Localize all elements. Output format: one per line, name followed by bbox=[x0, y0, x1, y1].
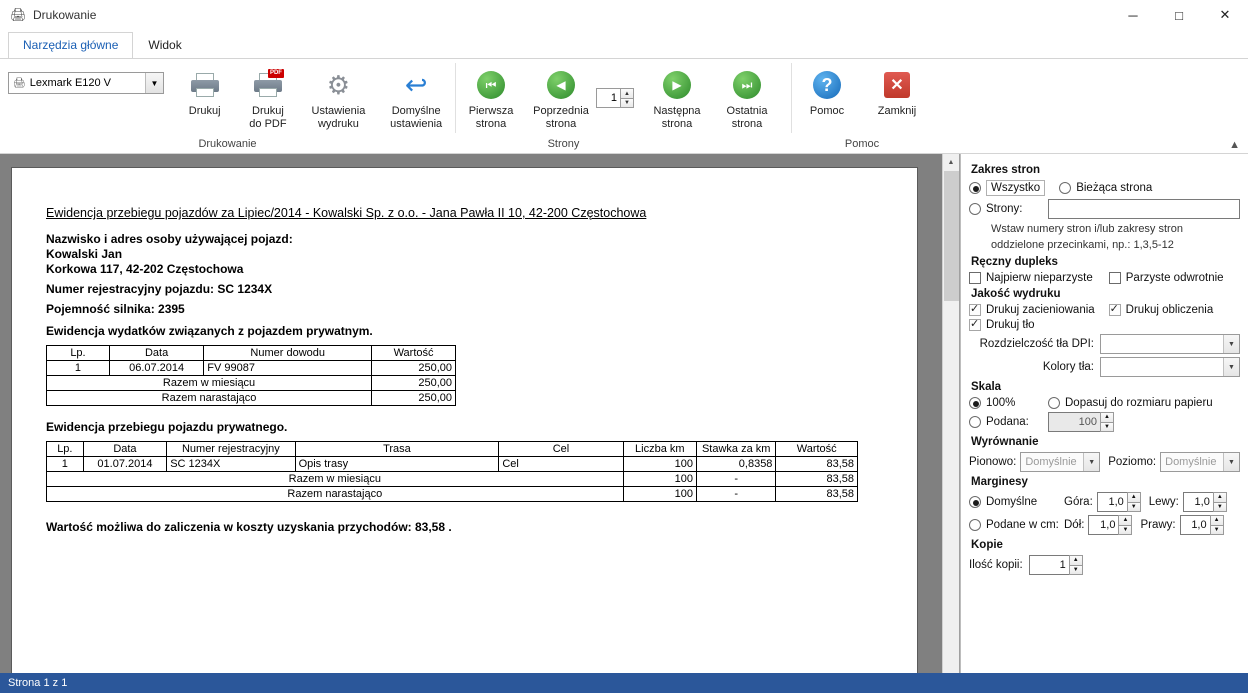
cell-numer-dowodu: FV 99087 bbox=[204, 361, 372, 376]
horizontal-align-value: Domyślnie bbox=[1165, 456, 1217, 468]
section-title-jakosc-wydruku: Jakość wydruku bbox=[971, 288, 1061, 300]
document-header: Ewidencja przebiegu pojazdów za Lipiec/2014 - Kowalski Sp. z o.o. - Jana Pawła II 10, 42-200 Częstochowa bbox=[46, 206, 647, 220]
copies-label: Ilość kopii: bbox=[969, 559, 1023, 571]
margins-row-2 bbox=[969, 515, 1240, 535]
background-colors-combo[interactable] bbox=[1100, 357, 1240, 377]
table-row bbox=[47, 457, 858, 472]
printer-select[interactable] bbox=[8, 72, 164, 94]
next-page-button[interactable] bbox=[642, 64, 712, 131]
undo-arrow-icon: ↩ bbox=[404, 70, 428, 100]
margin-top-up[interactable]: ▲ bbox=[1127, 492, 1141, 502]
chevron-down-icon[interactable]: ▼ bbox=[1083, 453, 1099, 471]
col-data: Data bbox=[83, 442, 167, 457]
vertical-align-combo[interactable] bbox=[1020, 452, 1100, 472]
radio-podana[interactable] bbox=[969, 416, 981, 428]
first-page-button[interactable] bbox=[456, 64, 526, 131]
cell-lp: 1 bbox=[47, 361, 110, 376]
tab-narzedzia-glowne[interactable]: Narzędzia główne bbox=[8, 32, 133, 59]
chevron-down-icon[interactable]: ▼ bbox=[1223, 358, 1239, 376]
horizontal-align-combo[interactable] bbox=[1160, 452, 1240, 472]
table-summary-row bbox=[47, 376, 456, 391]
quality-row-dpi bbox=[969, 334, 1240, 354]
status-bar bbox=[0, 673, 1248, 693]
cell-trasa: Opis trasy bbox=[295, 457, 499, 472]
summary-label-month: Razem w miesiącu bbox=[47, 376, 372, 391]
radio-dopasuj-label[interactable]: Dopasuj do rozmiaru papieru bbox=[1065, 397, 1213, 409]
close-button[interactable]: ✕ bbox=[1219, 7, 1231, 22]
radio-biezaca-strona[interactable] bbox=[1059, 182, 1071, 194]
checkbox-drukuj-zacieniowania-label[interactable]: Drukuj zacieniowania bbox=[986, 304, 1095, 316]
checkbox-drukuj-tlo[interactable] bbox=[969, 319, 981, 331]
radio-wszystko-label[interactable]: Wszystko bbox=[986, 180, 1045, 196]
print-to-pdf-button[interactable] bbox=[236, 64, 299, 131]
minimize-button[interactable]: ─ bbox=[1128, 7, 1138, 23]
cell-stawka-za-km: 0,8358 bbox=[696, 457, 775, 472]
vertical-align-value: Domyślnie bbox=[1025, 456, 1077, 468]
margin-bottom-spinners[interactable] bbox=[1118, 515, 1132, 535]
margins-row-1 bbox=[969, 492, 1240, 512]
align-row bbox=[969, 452, 1240, 472]
summary-value-cumulative: 250,00 bbox=[372, 391, 456, 406]
radio-marginesy-podane[interactable] bbox=[969, 519, 981, 531]
quality-row-1 bbox=[969, 304, 1240, 316]
col-wartosc: Wartość bbox=[776, 442, 858, 457]
preview-vertical-scrollbar[interactable] bbox=[942, 154, 959, 691]
cell-cel: Cel bbox=[499, 457, 623, 472]
default-settings-label-2: ustawienia bbox=[390, 118, 443, 130]
status-bar-text: Strona 1 z 1 bbox=[8, 677, 68, 689]
checkbox-drukuj-obliczenia-label[interactable]: Drukuj obliczenia bbox=[1125, 304, 1214, 316]
summary-label-cumulative: Razem narastająco bbox=[47, 487, 624, 502]
margin-bottom-down[interactable]: ▼ bbox=[1118, 525, 1132, 535]
print-settings-button[interactable] bbox=[300, 64, 378, 131]
range-row-2 bbox=[969, 199, 1240, 219]
col-stawka-za-km: Stawka za km bbox=[696, 442, 775, 457]
printer-icon: 🖨 bbox=[10, 7, 27, 22]
col-wartosc: Wartość bbox=[372, 346, 456, 361]
first-page-label-2: strona bbox=[475, 118, 507, 130]
window-title: Drukowanie bbox=[33, 8, 97, 22]
margin-bottom-input[interactable]: 1,0 bbox=[1088, 515, 1118, 535]
previous-page-label-2: strona bbox=[545, 118, 577, 130]
horizontal-align-label: Poziomo: bbox=[1108, 456, 1157, 468]
cell-data: 06.07.2014 bbox=[109, 361, 203, 376]
vertical-align-label: Pionowo: bbox=[969, 456, 1017, 468]
margin-right-spinners[interactable] bbox=[1210, 515, 1224, 535]
first-page-icon: ⏮ bbox=[477, 68, 505, 102]
page-number-up[interactable]: ▲ bbox=[620, 88, 634, 98]
preview-page bbox=[12, 168, 917, 688]
owner-name: Kowalski Jan bbox=[46, 247, 123, 261]
radio-marginesy-domyslne[interactable] bbox=[969, 496, 981, 508]
background-colors-label: Kolory tła: bbox=[1042, 361, 1094, 373]
col-lp: Lp. bbox=[47, 346, 110, 361]
cell-wartosc: 83,58 bbox=[776, 457, 858, 472]
tab-widok[interactable]: Widok bbox=[148, 38, 182, 52]
copies-spinners[interactable] bbox=[1069, 555, 1083, 575]
col-numer-dowodu: Numer dowodu bbox=[204, 346, 372, 361]
margin-right-up[interactable]: ▲ bbox=[1210, 515, 1224, 525]
chevron-down-icon[interactable]: ▼ bbox=[145, 73, 163, 93]
table-row bbox=[47, 361, 456, 376]
range-hint-line-1: Wstaw numery stron i/lub zakresy stron bbox=[991, 223, 1183, 235]
col-data: Data bbox=[109, 346, 203, 361]
page-number-spinners[interactable] bbox=[620, 88, 634, 108]
pages-input[interactable] bbox=[1048, 199, 1240, 219]
next-page-label-2: strona bbox=[661, 118, 693, 130]
summary-value-cumulative: 83,58 bbox=[776, 487, 858, 502]
section-title-zakres-stron: Zakres stron bbox=[971, 164, 1041, 176]
col-numer-rejestracyjny: Numer rejestracyjny bbox=[167, 442, 295, 457]
margin-right-down[interactable]: ▼ bbox=[1210, 525, 1224, 535]
last-page-icon: ⏭ bbox=[733, 68, 761, 102]
radio-marginesy-domyslne-label[interactable]: Domyślne bbox=[986, 496, 1038, 508]
copies-up[interactable]: ▲ bbox=[1069, 555, 1083, 565]
summary-rate-cumulative: - bbox=[696, 487, 775, 502]
dpi-combo[interactable] bbox=[1100, 334, 1240, 354]
cell-liczba-km: 100 bbox=[623, 457, 696, 472]
dpi-label: Rozdzielczość tła DPI: bbox=[979, 338, 1094, 350]
margin-right-input[interactable]: 1,0 bbox=[1180, 515, 1210, 535]
main-area bbox=[0, 154, 1248, 691]
table-summary-row bbox=[47, 487, 858, 502]
col-trasa: Trasa bbox=[295, 442, 499, 457]
print-button[interactable] bbox=[173, 64, 236, 118]
scale-row-2 bbox=[969, 412, 1240, 432]
quality-row-colors bbox=[969, 357, 1240, 377]
owner-label: Nazwisko i adres osoby używającej pojazd: bbox=[46, 232, 293, 246]
margin-top-down[interactable]: ▼ bbox=[1127, 502, 1141, 512]
cell-data: 01.07.2014 bbox=[83, 457, 167, 472]
pdf-badge: PDF bbox=[269, 70, 282, 76]
ribbon-group-strony bbox=[456, 59, 791, 153]
printer-icon bbox=[190, 68, 220, 102]
previous-page-label-1: Poprzednia bbox=[533, 105, 589, 117]
checkbox-drukuj-tlo-label[interactable]: Drukuj tło bbox=[986, 319, 1035, 331]
default-settings-button[interactable] bbox=[377, 64, 455, 131]
next-page-label-1: Następna bbox=[653, 105, 701, 117]
checkbox-najpierw-nieparzyste-label[interactable]: Najpierw nieparzyste bbox=[986, 272, 1093, 284]
print-button-label: Drukuj bbox=[188, 105, 221, 117]
margin-left-up[interactable]: ▲ bbox=[1213, 492, 1227, 502]
document-footer: Wartość możliwa do zaliczenia w koszty uzyskania przychodów: 83,58 . bbox=[46, 520, 452, 534]
owner-address: Korkowa 117, 42-202 Częstochowa bbox=[46, 262, 244, 276]
summary-label-month: Razem w miesiącu bbox=[47, 472, 624, 487]
engine-capacity: Pojemność silnika: 2395 bbox=[46, 302, 185, 316]
summary-km-cumulative: 100 bbox=[623, 487, 696, 502]
margin-left-down[interactable]: ▼ bbox=[1213, 502, 1227, 512]
print-settings-label-1: Ustawienia bbox=[311, 105, 366, 117]
radio-strony-label[interactable]: Strony: bbox=[986, 203, 1023, 215]
table-header-row bbox=[47, 442, 858, 457]
section-title-skala: Skala bbox=[971, 381, 1002, 393]
previous-page-icon: ◀ bbox=[547, 68, 575, 102]
close-icon: ✕ bbox=[884, 68, 910, 102]
radio-marginesy-podane-label[interactable]: Podane w cm: bbox=[986, 519, 1059, 531]
col-cel: Cel bbox=[499, 442, 623, 457]
checkbox-drukuj-obliczenia[interactable] bbox=[1109, 304, 1121, 316]
margin-bottom-stepper[interactable] bbox=[1088, 515, 1132, 535]
trips-title: Ewidencja przebiegu pojazdu prywatnego. bbox=[46, 420, 288, 434]
summary-value-month: 250,00 bbox=[372, 376, 456, 391]
copies-down[interactable]: ▼ bbox=[1069, 565, 1083, 575]
checkbox-najpierw-nieparzyste[interactable] bbox=[969, 272, 981, 284]
printer-select-value: Lexmark E120 V bbox=[29, 77, 112, 89]
scale-row-1 bbox=[969, 397, 1240, 409]
ribbon-group-label-drukowanie: Drukowanie bbox=[198, 138, 257, 150]
close-ribbon-button[interactable] bbox=[862, 64, 932, 118]
duplex-row bbox=[969, 272, 1240, 284]
margin-left-stepper[interactable] bbox=[1183, 492, 1227, 512]
margin-top-label: Góra: bbox=[1064, 496, 1093, 508]
last-page-label-2: strona bbox=[731, 118, 763, 130]
settings-panel bbox=[960, 154, 1248, 691]
range-row-1 bbox=[969, 180, 1240, 196]
summary-label-cumulative: Razem narastająco bbox=[47, 391, 372, 406]
cell-lp: 1 bbox=[47, 457, 84, 472]
range-hint-line-2: oddzielone przecinkami, np.: 1,3,5-12 bbox=[991, 239, 1174, 251]
radio-skala-100[interactable] bbox=[969, 397, 981, 409]
margin-top-stepper[interactable] bbox=[1097, 492, 1141, 512]
page-number-stepper[interactable] bbox=[596, 88, 634, 108]
margin-right-stepper[interactable] bbox=[1180, 515, 1224, 535]
margin-left-spinners[interactable] bbox=[1213, 492, 1227, 512]
last-page-label-1: Ostatnia bbox=[726, 105, 768, 117]
window-controls bbox=[1110, 0, 1248, 30]
table-header-row bbox=[47, 346, 456, 361]
cell-wartosc: 250,00 bbox=[372, 361, 456, 376]
expenses-title: Ewidencja wydatków związanych z pojazdem prywatnym. bbox=[46, 324, 373, 338]
help-button[interactable] bbox=[792, 64, 862, 118]
section-title-marginesy: Marginesy bbox=[971, 476, 1028, 488]
section-title-wyrownanie: Wyrównanie bbox=[971, 436, 1039, 448]
help-button-label: Pomoc bbox=[809, 105, 845, 117]
printer-pdf-icon bbox=[253, 68, 283, 102]
last-page-button[interactable] bbox=[712, 64, 782, 131]
margin-right-label: Prawy: bbox=[1140, 519, 1176, 531]
chevron-down-icon[interactable]: ▼ bbox=[1223, 335, 1239, 353]
copies-input[interactable]: 1 bbox=[1029, 555, 1069, 575]
margin-left-label: Lewy: bbox=[1148, 496, 1179, 508]
table-summary-row bbox=[47, 391, 456, 406]
print-settings-label-2: wydruku bbox=[317, 118, 359, 130]
scrollbar-thumb[interactable] bbox=[944, 171, 959, 301]
title-bar bbox=[0, 0, 1248, 30]
ribbon-group-label-strony: Strony bbox=[547, 138, 580, 150]
close-ribbon-label: Zamknij bbox=[877, 105, 917, 117]
margin-top-spinners[interactable] bbox=[1127, 492, 1141, 512]
page-number-input[interactable]: 1 bbox=[596, 88, 620, 108]
cell-numer-rejestracyjny: SC 1234X bbox=[167, 457, 295, 472]
default-settings-label-1: Domyślne bbox=[391, 105, 441, 117]
checkbox-parzyste-odwrotnie-label[interactable]: Parzyste odwrotnie bbox=[1125, 272, 1224, 284]
radio-skala-100-label[interactable]: 100% bbox=[986, 397, 1016, 409]
col-liczba-km: Liczba km bbox=[623, 442, 696, 457]
summary-value-month: 83,58 bbox=[776, 472, 858, 487]
radio-podana-label[interactable]: Podana: bbox=[986, 416, 1029, 428]
section-title-reczny-dupleks: Ręczny dupleks bbox=[971, 256, 1058, 268]
question-mark-icon: ? bbox=[813, 68, 841, 102]
next-page-icon: ▶ bbox=[663, 68, 691, 102]
radio-biezaca-strona-label[interactable]: Bieżąca strona bbox=[1076, 182, 1153, 194]
collapse-ribbon-icon[interactable]: ▲ bbox=[1229, 139, 1240, 151]
margin-top-input[interactable]: 1,0 bbox=[1097, 492, 1127, 512]
scale-value-stepper[interactable] bbox=[1048, 412, 1114, 432]
quality-row-2 bbox=[969, 319, 1240, 331]
print-to-pdf-label-1: Drukuj bbox=[252, 105, 284, 117]
maximize-button[interactable]: □ bbox=[1175, 7, 1183, 23]
margin-left-input[interactable]: 1,0 bbox=[1183, 492, 1213, 512]
margin-bottom-up[interactable]: ▲ bbox=[1118, 515, 1132, 525]
print-to-pdf-label-2: do PDF bbox=[249, 118, 287, 130]
vehicle-reg-number: Numer rejestracyjny pojazdu: SC 1234X bbox=[46, 282, 273, 296]
page-number-down[interactable]: ▼ bbox=[620, 98, 634, 108]
scale-up[interactable]: ▲ bbox=[1100, 412, 1114, 422]
radio-dopasuj[interactable] bbox=[1048, 397, 1060, 409]
radio-wszystko[interactable] bbox=[969, 182, 981, 194]
expenses-table bbox=[46, 345, 456, 406]
checkbox-parzyste-odwrotnie[interactable] bbox=[1109, 272, 1121, 284]
copies-row bbox=[969, 555, 1240, 575]
radio-strony[interactable] bbox=[969, 203, 981, 215]
printer-icon: 🖨 bbox=[13, 77, 26, 89]
scale-value-input[interactable]: 100 bbox=[1048, 412, 1100, 432]
print-preview bbox=[0, 154, 960, 691]
summary-km-month: 100 bbox=[623, 472, 696, 487]
summary-rate-month: - bbox=[696, 472, 775, 487]
trips-table bbox=[46, 441, 858, 502]
checkbox-drukuj-zacieniowania[interactable] bbox=[969, 304, 981, 316]
scale-spinners[interactable] bbox=[1100, 412, 1114, 432]
ribbon-group-label-pomoc: Pomoc bbox=[844, 138, 880, 150]
chevron-down-icon[interactable]: ▼ bbox=[1223, 453, 1239, 471]
gear-icon: ⚙ bbox=[326, 70, 351, 100]
ribbon bbox=[0, 58, 1248, 154]
margin-bottom-label: Dół: bbox=[1064, 519, 1085, 531]
section-title-kopie: Kopie bbox=[971, 539, 1003, 551]
col-lp: Lp. bbox=[47, 442, 84, 457]
scale-down[interactable]: ▼ bbox=[1100, 422, 1114, 432]
ribbon-tabs bbox=[0, 30, 1248, 58]
copies-stepper[interactable] bbox=[1029, 555, 1083, 575]
scroll-up-icon[interactable]: ▲ bbox=[943, 154, 959, 171]
ribbon-group-pomoc bbox=[792, 59, 932, 153]
table-summary-row bbox=[47, 472, 858, 487]
first-page-label-1: Pierwsza bbox=[468, 105, 514, 117]
previous-page-button[interactable] bbox=[526, 64, 596, 131]
